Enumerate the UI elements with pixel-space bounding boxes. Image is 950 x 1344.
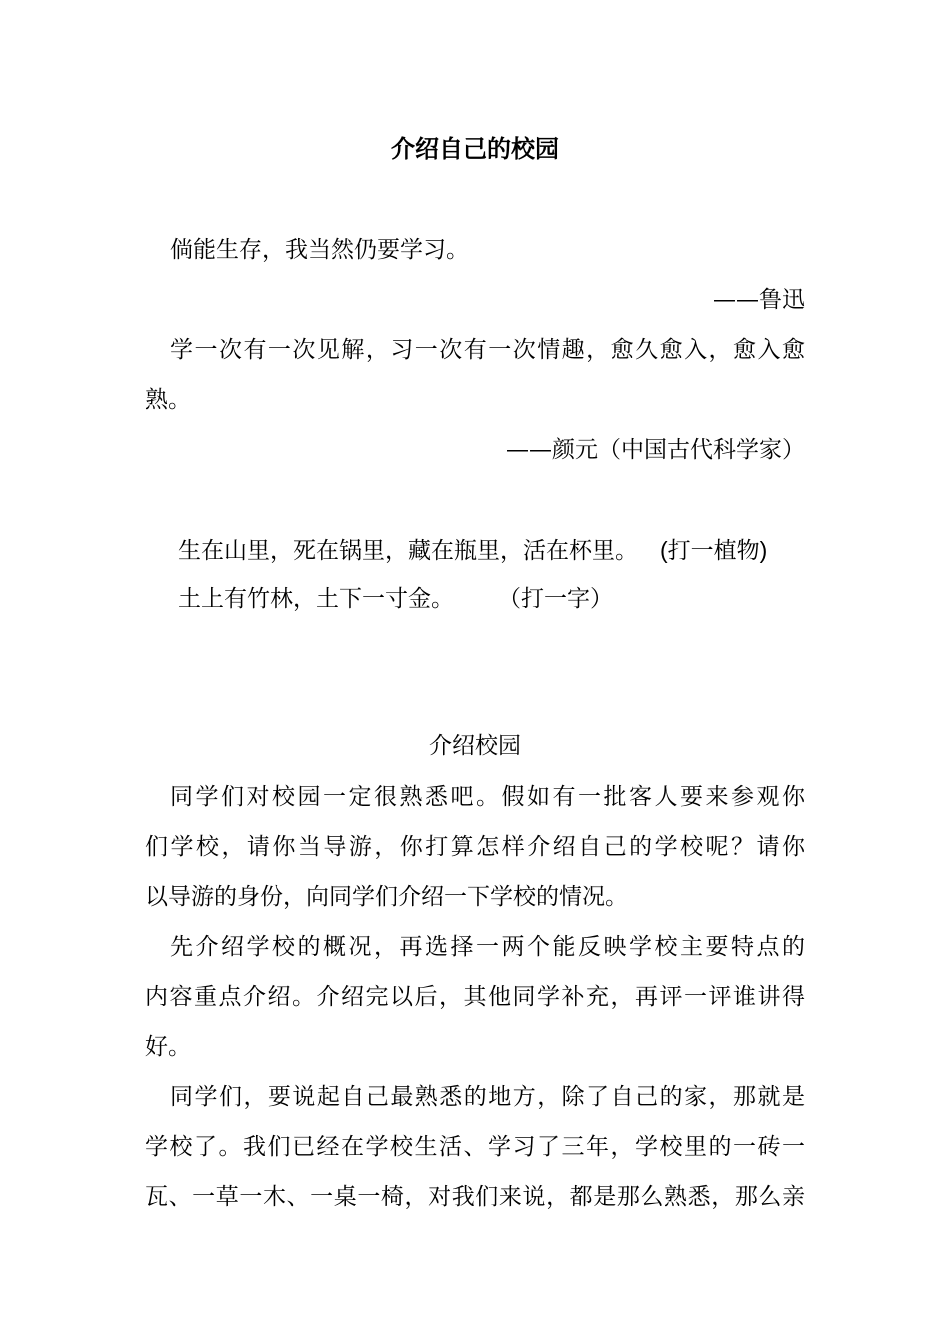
quote-1-text: 倘能生存，我当然仍要学习。 xyxy=(170,237,469,263)
paragraph-2-line-2: 内容重点介绍。介绍完以后，其他同学补充，再评一评谁讲得 xyxy=(145,984,805,1010)
quote-2-attribution: ——颜元（中国古代科学家） xyxy=(506,437,805,463)
riddle-2 xyxy=(178,585,613,613)
riddle-2-text: 土上有竹林，土下一寸金。 xyxy=(178,586,454,612)
quote-2-text-line-2: 熟。 xyxy=(145,387,191,413)
quote-1-attribution: ——鲁迅 xyxy=(713,287,805,313)
paragraph-3-line-3: 瓦、一草一木、一桌一椅，对我们来说，都是那么熟悉，那么亲 xyxy=(145,1184,805,1210)
paragraph-2-line-1: 先介绍学校的概况，再选择一两个能反映学校主要特点的 xyxy=(170,934,805,960)
quote-2-text-line-1: 学一次有一次见解，习一次有一次情趣，愈久愈入，愈入愈 xyxy=(170,337,805,363)
paragraph-1-line-3: 以导游的身份，向同学们介绍一下学校的情况。 xyxy=(145,884,628,910)
paragraph-3-line-1: 同学们，要说起自己最熟悉的地方，除了自己的家，那就是 xyxy=(170,1084,805,1110)
paragraph-1-line-1: 同学们对校园一定很熟悉吧。假如有一批客人要来参观你 xyxy=(170,784,805,810)
document-title: 介绍自己的校园 xyxy=(391,134,559,163)
paragraph-3-line-2: 学校了。我们已经在学校生活、学习了三年，学校里的一砖一 xyxy=(145,1134,805,1160)
riddle-2-hint: （打一字） xyxy=(498,586,613,612)
riddle-1 xyxy=(178,536,767,565)
paragraph-1-line-2: 们学校，请你当导游，你打算怎样介绍自己的学校呢？请你 xyxy=(145,834,805,860)
riddle-1-hint: (打一植物) xyxy=(660,537,768,563)
paragraph-2-line-3: 好。 xyxy=(145,1034,191,1060)
riddle-1-text: 生在山里，死在锅里，藏在瓶里，活在杯里。 xyxy=(178,538,638,564)
section-title: 介绍校园 xyxy=(429,733,521,759)
